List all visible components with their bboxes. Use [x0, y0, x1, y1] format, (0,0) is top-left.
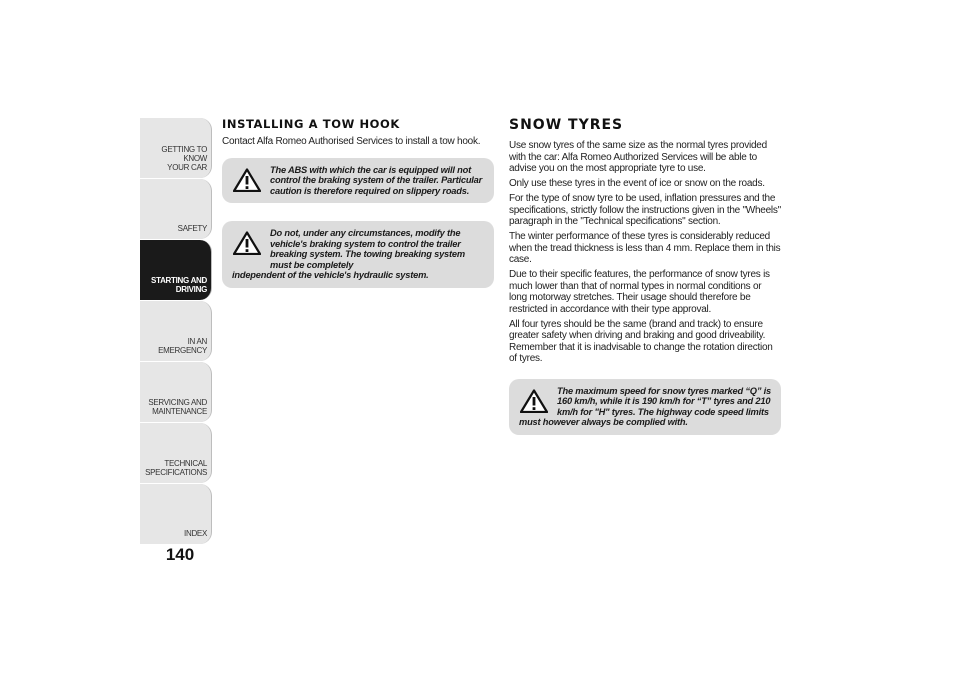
tab-label: STARTING AND DRIVING [151, 276, 207, 294]
tab-label: SAFETY [177, 224, 207, 233]
warning-triangle-icon [233, 168, 261, 192]
tab-in-an-emergency[interactable] [140, 301, 212, 361]
warning-text: Do not, under any circumstances, modify the vehicle's braking system to control the trailer breaking system. The towing breaking system must be completely [270, 228, 465, 270]
tow-hook-section [222, 117, 494, 288]
warning-text: The ABS with which the car is equipped will not control the braking system of the trailer. Particular caution is therefore required on slippery roads. [270, 164, 483, 196]
paragraph: Use snow tyres of the same size as the normal tyres provided with the car: Alfa Romeo Authorized Services will be able to advise you on the most appropriate tyre to use. [509, 140, 767, 174]
tab-servicing-and-maintenance[interactable] [140, 362, 212, 422]
warning-text-tail: independent of the vehicle's hydraulic system. [232, 270, 429, 280]
page-number: 140 [165, 545, 195, 564]
tab-label: SERVICING AND MAINTENANCE [148, 398, 207, 416]
tab-label: TECHNICAL SPECIFICATIONS [145, 459, 207, 477]
paragraph: For the type of snow tyre to be used, inflation pressures and the specifications, strictly follow the instructions given in the "Wheels" paragraph in the "Technical specifications" section. [509, 193, 781, 227]
paragraph: Only use these tyres in the event of ice or snow on the roads. [509, 178, 765, 189]
paragraph: Due to their specific features, the performance of snow tyres is much lower than that of normal types in normal conditions or long motorway stretches. Their usage should therefore be restricted in accordance with their type approval. [509, 269, 770, 315]
snow-tyres-section [509, 117, 781, 435]
section-title: SNOW TYRES [509, 117, 624, 133]
tab-getting-to-know[interactable] [140, 118, 212, 178]
warning-triangle-icon [520, 389, 548, 413]
section-title: INSTALLING A TOW HOOK [222, 117, 400, 131]
tab-index[interactable] [140, 484, 212, 544]
paragraph: All four tyres should be the same (brand and track) to ensure greater safety when driving and braking and good driveability. Remember that it is inadvisable to change the rotation direction of tyres. [509, 318, 773, 364]
tab-technical-specifications[interactable] [140, 423, 212, 483]
tab-safety[interactable] [140, 179, 212, 239]
warning-box-braking [222, 221, 494, 288]
warning-triangle-icon [233, 231, 261, 255]
tab-label: IN AN EMERGENCY [158, 337, 207, 355]
tab-label: INDEX [184, 529, 207, 538]
warning-box-abs [222, 158, 494, 204]
tab-starting-and-driving[interactable] [140, 240, 212, 300]
warning-box-speed [509, 379, 781, 435]
tab-label: GETTING TO KNOW YOUR CAR [161, 145, 207, 172]
paragraph: The winter performance of these tyres is considerably reduced when the tread thickness is less than 4 mm. Replace them in this case. [509, 231, 781, 265]
intro-text: Contact Alfa Romeo Authorised Services to install a tow hook. [222, 136, 481, 147]
warning-text: The maximum speed for snow tyres marked “Q” is 160 km/h, while it is 190 km/h for “T” tyres and 210 km/h for "H" tyres. The highway code speed limits [557, 385, 771, 417]
warning-text-tail: must however always be complied with. [519, 417, 688, 427]
